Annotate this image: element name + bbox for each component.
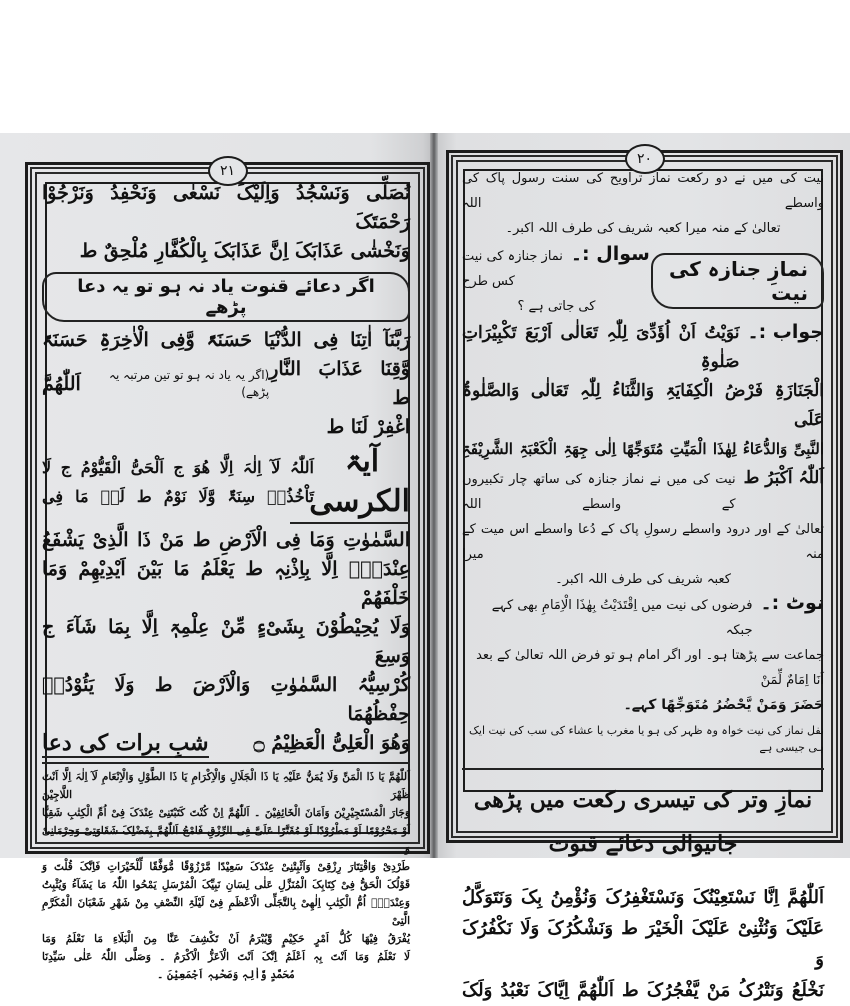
shab-e-barat-line: یُفْرَقُ فِیْھَا کُلُّ اَمْرٍ حَکِیْمٍ وَّیُبْرَمُ اَنْ تَکْشِفَ عَنَّا مِنَ الْبَلَاءِ مَا نَعْلَمُ وَمَا	[42, 933, 410, 945]
note-label: نوٹ :۔	[760, 592, 824, 614]
shab-e-barat-heading: شبِ برات کی دعا	[42, 729, 209, 756]
alt-dua-line: وَّقِنَا عَذَابَ النَّارِ ط	[269, 358, 410, 409]
question-text: نماز جنازہ کی نیت کس طرح	[462, 249, 563, 289]
alt-dua-2b: اغْفِرْ لَنَا ط	[326, 416, 410, 438]
qunoot-continuation-line: وَنَخْشٰی عَذَابَکَ اِنَّ عَذَابَکَ بِالْکُفَّارِ مُلْحِقٌ ط	[79, 240, 410, 262]
qunoot-heading: نمازِ وتر کی تیسری رکعت میں پڑھی جانیوالی دعائے قنوت	[473, 787, 813, 857]
answer-arabic-line: نَوَیْتُ اَنْ اُؤَدِّیَ لِلّٰہِ تَعَالٰی اَرْبَعَ تَکْبِیْرَاتِ صَلٰوۃِ	[462, 323, 740, 372]
shab-e-barat-line: وَعِنْدَہٗٓ اُمُّ الْکِتٰبِ اِلٰھِیْ بِالتَّجَلِّی الْاَعْظَمِ فِیْ لَیْلَۃِ النِّصْفِ مِنْ شَھْرِ شَعْبَانَ الْمُکَرَّمِ الَّتِیْ	[42, 897, 410, 927]
page-number: ٢١	[208, 156, 248, 186]
alt-dua-2a: اَللّٰھُمَّ	[42, 372, 81, 395]
ayatul-kursi-line: وَلَا یُحِیْطُوْنَ بِشَیْءٍ مِّنْ عِلْمِہٖٓ اِلَّا بِمَا شَآءَ ج وَسِعَ	[42, 616, 410, 667]
shab-e-barat-line: طَرْدِیْ وَاقْتِتَارَ رِزْقِیْ وَاَثْبِتْنِیْ عِنْدَکَ سَعِیْدًا مَّرْزُوْقًا مُّوَفَّقًا لِّلْخَیْرَاتِ فَاِنَّکَ قُلْتَ وَ	[42, 861, 410, 873]
left-page	[0, 133, 436, 981]
shab-e-barat-last: مُحَمَّدٍ وَّاٰلِہٖ وَصَحْبِہٖ اَجْمَعِیْنَ ۔	[157, 969, 295, 981]
ayatul-kursi-line: عِنْدَہٗٓ اِلَّا بِاِذْنِہٖ ط یَعْلَمُ مَا بَیْنَ اَیْدِیْھِمْ وَمَا خَلْفَھُمْ	[42, 558, 410, 609]
right-page	[436, 133, 850, 1001]
divider	[290, 522, 410, 524]
shab-e-barat-line: لَا نَعْلَمُ وَمَا اَنْتَ بِہٖ اَعْلَمُ اِنَّکَ اَنْتَ الْاَعَزُّ الْاَکْرَمُ ۔ وَصَلَّی اللّٰہُ عَلٰی سَیِّدِنَا	[42, 951, 410, 963]
note-text-3: حَضَرَ وَمَنْ یَّحْضُرُ مُتَوَجِّھًا کہے۔	[623, 697, 824, 713]
answer-label: جواب :۔	[747, 321, 824, 343]
answer-urdu-line: تعالیٰ کے اور درود واسطے رسولِ پاک کے دُعا واسطے اس میت کے منہ میرا	[462, 522, 824, 562]
qunoot-dua-line: نَخْلَعُ وَنَتْرُکُ مَنْ یَّفْجُرُکَ ط اَللّٰھُمَّ اِیَّاکَ نَعْبُدُ وَلَکَ	[462, 980, 824, 1001]
page-number: ٢٠	[625, 144, 665, 174]
question-label: سوال :۔	[570, 243, 650, 265]
nafl-note: نفل نماز کی نیت خواہ وہ ظہر کی ہو یا مغرب یا عشاء کی سب کی نیت ایک ہی جیسی ہے	[469, 724, 824, 754]
answer-urdu-line: نیت کی میں نے نماز جنازہ کی ساتھ چار تکبیروں کے واسطے اللہ	[462, 472, 736, 512]
janazah-heading: نمازِ جنازہ کی نیت	[651, 253, 824, 309]
alt-dua-note: (اگر یہ یاد نہ ہو تو تین مرتبہ یہ پڑھے)	[109, 368, 270, 399]
answer-takbeer: اَللّٰہُ اَکْبَرُ ط	[743, 468, 824, 488]
book-gutter	[430, 133, 438, 858]
answer-arabic-line: الْجَنَازَۃِ فَرْضُ الْکِفَایَۃِ وَالثَّنَاءُ لِلّٰہِ تَعَالٰی وَالصَّلٰوۃُ عَلَی	[462, 381, 824, 430]
ayatul-kursi-line: تَاْخُذُہٗ سِنَۃٌ وَّلَا نَوْمٌ ط لَہٗ مَا فِی	[42, 487, 314, 506]
shab-e-barat-line: قَوْلُکَ الْحَقُّ فِیْ کِتَابِکَ الْمُنَزَّلِ عَلٰی لِسَانِ نَبِیِّکَ الْمُرْسَلِ یَمْحُوا اللّٰہُ مَا یَشَآءُ وَیُثْبِتُ	[42, 879, 410, 891]
qunoot-dua-line: عَلَیْکَ وَنُثْنِیْ عَلَیْکَ الْخَیْرَ ط وَنَشْکُرُکَ وَلَا نَکْفُرُکَ وَ	[462, 918, 824, 970]
ayatul-kursi-line: السَّمٰوٰتِ وَمَا فِی الْاَرْضِ ط مَنْ ذَا الَّذِیْ یَشْفَعُ	[42, 529, 410, 551]
answer-arabic-line: النَّبِیِّ وَالدُّعَاءُ لِھٰذَا الْمَیِّتِ مُتَوَجِّھًا اِلٰی جِھَۃِ الْکَعْبَۃِ الشَّرِیْفَۃِ	[462, 440, 824, 458]
note-text-2: جماعت سے پڑھتا ہو۔ اور اگر امام ہو تو فرض اللہ تعالیٰ کے بعد اَنَا اِمَامٌ لِّمَنْ	[476, 648, 824, 688]
taraweeh-intention-line: نیت کی میں نے دو رکعت نماز تراویح کی سنت رسول پاک کی واسطے اللہ	[462, 171, 824, 211]
shab-e-barat-line: اَللّٰھُمَّ یَا ذَا الْمَنِّ وَلَا یُمَنُّ عَلَیْہِ یَا ذَا الْجَلَالِ وَالْاِکْرَامِ یَا ذَا الطَّوْلِ وَالْاِنْعَامِ لَآ اِلٰہَ اِلَّا اَنْتَ ظَھْرَ اللَّاجِیْنَ	[42, 771, 410, 801]
qunoot-continuation-line: نُصَلِّی وَنَسْجُدُ وَاِلَیْکَ نَسْعٰی وَنَحْفِدُ وَنَرْجُوْا رَحْمَتَکَ	[42, 182, 410, 233]
note-text: فرضوں کی نیت میں اِقْتَدَیْتُ بِھٰذَا الْاِمَامِ بھی کہے جبکہ	[491, 598, 753, 638]
right-page-content	[462, 166, 824, 1006]
left-page-content	[42, 179, 410, 984]
ayatul-kursi-line: اَللّٰہُ لَآ اِلٰہَ اِلَّا ھُوَ ج اَلْحَیُّ الْقَیُّوْمُ ج لَا	[42, 458, 314, 477]
divider	[42, 762, 410, 764]
alt-dua-line: رَبَّنَآ اٰتِنَا فِی الدُّنْیَا حَسَنَۃً وَّفِی الْاٰخِرَۃِ حَسَنَۃً	[42, 329, 410, 351]
book-spread	[0, 133, 850, 1001]
ayatul-kursi-last: وَھُوَ الْعَلِیُّ الْعَظِیْمُ ۝	[253, 732, 410, 754]
alt-dua-heading: اگر دعائے قنوت یاد نہ ہو تو یہ دعا پڑھے	[42, 272, 410, 322]
question-text-2: کی جاتی ہے ؟	[517, 299, 596, 314]
shab-e-barat-line: اَوْ مَحْرُوْمًا اَوْ مَطْرُوْدًا اَوْ مُقَتَّرًا عَلَیَّ فِی الرِّزْقِ فَامْحُ اَللّٰھُمَّ بِفَضْلِکَ شَقَاوَتِیْ وَحِرْمَانِیْ وَ	[42, 825, 410, 855]
divider	[462, 768, 824, 770]
answer-urdu-line: کعبہ شریف کی طرف اللہ اکبر۔	[555, 572, 731, 587]
qunoot-dua-line: اَللّٰھُمَّ اِنَّا نَسْتَعِیْنُکَ وَنَسْتَغْفِرُکَ وَنُؤْمِنُ بِکَ وَنَتَوَکَّلُ	[462, 887, 824, 908]
ayatul-kursi-heading: آیۃ الکرسی	[309, 444, 410, 519]
taraweeh-intention-line: تعالیٰ کے منہ میرا کعبہ شریف کی طرف اللہ اکبر۔	[505, 221, 781, 236]
ayatul-kursi-line: کُرْسِیُّہُ السَّمٰوٰتِ وَالْاَرْضَ ط وَلَا یَئُوْدُہٗ حِفْظُھُمَا	[42, 674, 410, 725]
shab-e-barat-line: وَجَارَ الْمُسْتَجِیْرِیْنَ وَاَمَانَ الْخَائِفِیْنَ ۔ اَللّٰھُمَّ اِنْ کُنْتَ کَتَبْتَنِیْ عِنْدَکَ فِیْ اُمِّ الْکِتٰبِ شَقِیًّا	[42, 807, 410, 819]
